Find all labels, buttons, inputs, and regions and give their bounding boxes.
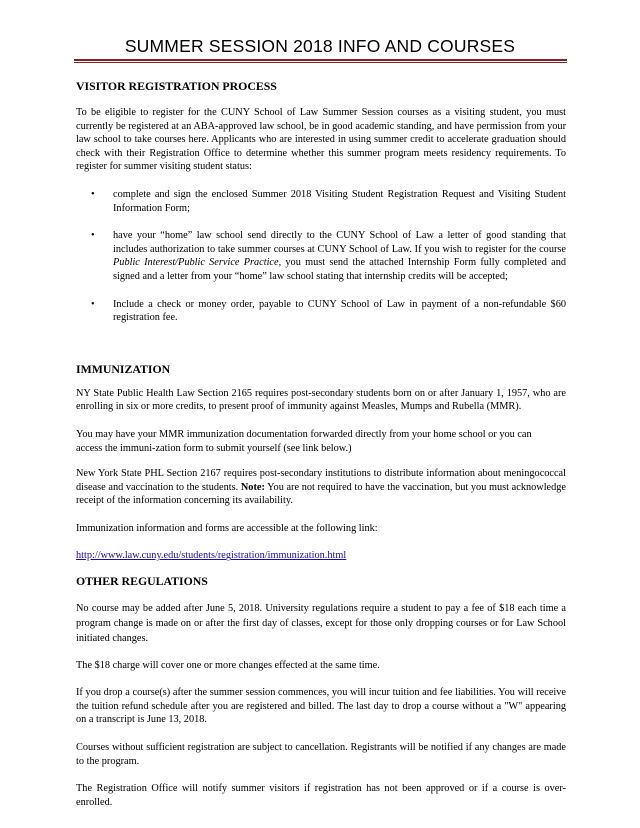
list-item-text: Include a check or money order, payable to CUNY School of Law in payment of a non-refundable $60 registration fee. xyxy=(113,298,566,324)
bullet-icon: • xyxy=(91,298,95,310)
regulations-paragraph: The Registration Office will notify summer visitors if registration has not been approved or if a course is over-enrolled. xyxy=(76,783,566,808)
list-item xyxy=(76,188,566,215)
immunization-text-line: access the immuni-zation form to submit yourself (see link below.) xyxy=(76,442,352,454)
course-name: Public Interest/Public Service Practice, xyxy=(113,257,282,269)
visitor-registration-heading: VISITOR REGISTRATION PROCESS xyxy=(76,79,277,93)
immunization-heading: IMMUNIZATION xyxy=(76,361,171,376)
note-label: Note: xyxy=(240,481,265,493)
immunization-link-intro: Immunization information and forms are accessible at the following link: xyxy=(76,522,378,534)
regulations-paragraph: The $18 charge will cover one or more changes effected at the same time. xyxy=(76,659,380,671)
bullet-icon: • xyxy=(91,230,95,242)
immunization-text-line: You may have your MMR immunization documentation forwarded directly from your home school or you can xyxy=(76,428,532,440)
other-regulations-heading: OTHER REGULATIONS xyxy=(76,574,208,589)
title-divider xyxy=(74,59,567,61)
list-item-text: have your “home” law school send directly to the CUNY School of Law a letter of good standing that includes authorization to take summer courses at CUNY School of Law. If you wish to register for the course xyxy=(113,230,566,255)
immunization-paragraph xyxy=(76,428,566,455)
section-spacer xyxy=(76,325,566,361)
list-item xyxy=(76,229,566,283)
regulations-paragraph: No course may be added after June 5, 2018. University regulations require a student to pay a fee of $18 each time a program change is made on or after the first day of classes, except for those only dropping courses or for Law School initiated changes. xyxy=(76,603,566,645)
immunization-link-paragraph xyxy=(76,549,566,563)
immunization-paragraph: NY State Public Health Law Section 2165 requires post-secondary students born on or after January 1, 1957, who are enrolling in six or more credits, to present proof of immunity against Measles, Mumps and Rubella (MMR). xyxy=(76,387,566,413)
visitor-intro-paragraph: To be eligible to register for the CUNY School of Law Summer Session courses as a visiting student, you must currently be registered at an ABA-approved law school, be in good academic standing, and have permission from your law school to take courses here. Applicants who are interested in using summer credit to accelerate graduation should check with their Registration Office to determine whether this summer program meets residency requirements. To register for summer visiting student status: xyxy=(76,107,566,173)
regulations-paragraph: If you drop a course(s) after the summer session commences, you will incur tuition and fee liabilities. You will receive the tuition refund schedule after you are registered and billed. The last day to drop a course without a "W" appearing on a transcript is June 13, 2018. xyxy=(76,687,566,726)
list-item xyxy=(76,298,566,325)
list-item-text: complete and sign the enclosed Summer 2018 Visiting Student Registration Request and Visiting Student Information Form; xyxy=(113,188,566,214)
regulations-paragraph: Courses without sufficient registration are subject to cancellation. Registrants will be notified if any changes are made to the program. xyxy=(76,742,566,767)
document-body xyxy=(76,78,566,809)
bullet-icon: • xyxy=(91,188,95,200)
title-divider-thin xyxy=(74,62,567,63)
immunization-link[interactable]: http://www.law.cuny.edu/students/registration/immunization.html xyxy=(76,550,347,562)
list-item-text: you must send the attached Internship Form fully completed and signed and a letter from your “home” law school stating that internship credits will be accepted; xyxy=(113,257,566,282)
visitor-requirements-list xyxy=(76,188,566,325)
page-title: SUMMER SESSION 2018 INFO AND COURSES xyxy=(124,36,516,56)
meningococcal-text: You are not required to have the vaccination, but you must acknowledge receipt of the information concerning its availability. xyxy=(76,481,566,507)
meningococcal-text: New York State PHL Section 2167 requires post-secondary institutions to distribute information about meningococcal disease and vaccination to the students. xyxy=(76,468,566,493)
meningococcal-paragraph xyxy=(76,467,566,508)
